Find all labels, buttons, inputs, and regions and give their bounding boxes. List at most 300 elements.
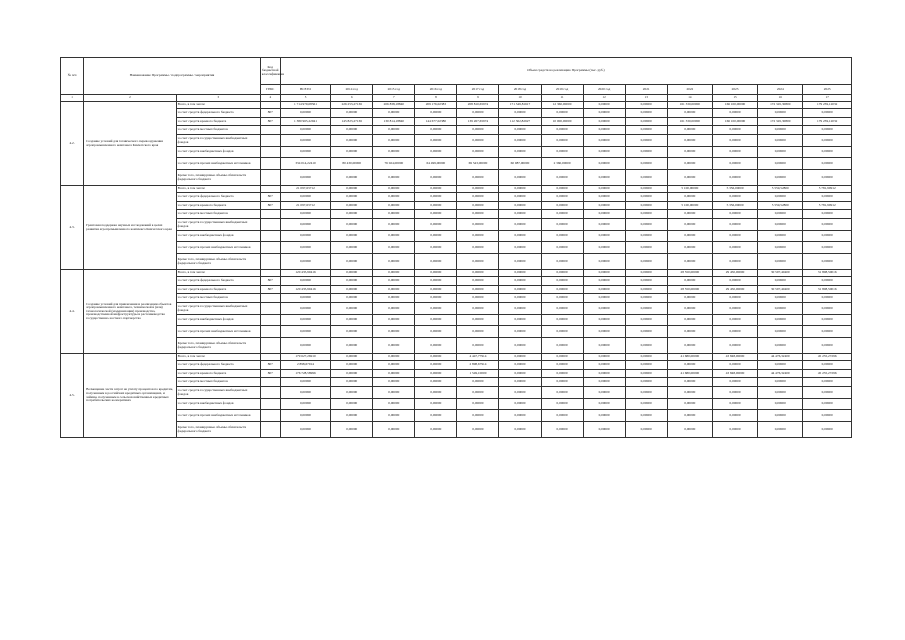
table-row <box>61 277 852 286</box>
grbs-code: 807 <box>260 202 280 210</box>
activity-number: 4.5. <box>61 354 84 438</box>
amount-cell: 0,00000 <box>541 170 583 186</box>
amount-cell: 0,00000 <box>331 338 373 354</box>
amount-cell: 0,00000 <box>457 277 499 286</box>
amount-cell: 0,00000 <box>583 338 625 354</box>
amount-cell: 0,00000 <box>499 378 541 387</box>
amount-cell: 5 781,99912 <box>803 186 852 193</box>
amount-cell: 0,00000 <box>803 277 852 286</box>
header-year: 2014 год <box>331 85 373 95</box>
amount-cell: 0,00000 <box>758 147 803 158</box>
amount-cell: 0,00000 <box>583 118 625 126</box>
funding-source: за счет средств государственных внебюджетных фондов <box>176 387 260 399</box>
amount-cell: 0,00000 <box>803 126 852 135</box>
amount-cell: 0,00000 <box>331 378 373 387</box>
amount-cell: 0,00000 <box>583 231 625 242</box>
table-row <box>61 147 852 158</box>
amount-cell: 0,00000 <box>415 202 457 210</box>
amount-cell: 45 235,27296 <box>803 370 852 378</box>
amount-cell: 0,00000 <box>331 387 373 399</box>
amount-cell: 0,00000 <box>457 210 499 219</box>
amount-cell: 0,00000 <box>331 135 373 147</box>
amount-cell: 0,00000 <box>625 102 667 109</box>
activity-number: 4.3. <box>61 186 84 270</box>
amount-cell: 0,00000 <box>583 186 625 193</box>
amount-cell: 0,00000 <box>583 254 625 270</box>
amount-cell: 0,00000 <box>583 147 625 158</box>
amount-cell: 0,00000 <box>712 126 757 135</box>
table-row <box>61 303 852 315</box>
amount-cell: 0,00000 <box>625 378 667 387</box>
grbs-code: 807 <box>260 109 280 118</box>
table-row <box>61 338 852 354</box>
amount-cell: 0,00000 <box>331 202 373 210</box>
funding-source: за счет средств внебюджетных фондов <box>176 315 260 326</box>
amount-cell: 0,00000 <box>625 193 667 202</box>
table-row <box>61 126 852 135</box>
grbs-code <box>260 254 280 270</box>
amount-cell: 0,00000 <box>541 254 583 270</box>
amount-cell: 0,00000 <box>667 193 712 202</box>
activity-name: Грантовая поддержка научных исследований в целях развития агропромышленного комплекса Камчатского края <box>84 186 177 270</box>
amount-cell: 0,00000 <box>758 378 803 387</box>
amount-cell: 0,00000 <box>667 277 712 286</box>
grbs-code <box>260 170 280 186</box>
amount-cell: 0,00000 <box>583 399 625 410</box>
amount-cell: 0,00000 <box>499 294 541 303</box>
amount-cell: 0,00000 <box>712 294 757 303</box>
amount-cell: 0,00000 <box>280 219 330 231</box>
amount-cell: 0,00000 <box>331 370 373 378</box>
amount-cell: 0,00000 <box>415 326 457 338</box>
amount-cell: 0,00000 <box>499 370 541 378</box>
amount-cell: 0,00000 <box>625 422 667 438</box>
amount-cell: 0,00000 <box>667 254 712 270</box>
amount-cell: 0,00000 <box>712 254 757 270</box>
funding-source: Кроме того, планируемые объемы обязательств федерального бюджета <box>176 422 260 438</box>
activity-name: Создание условий для привлечения и реализации объектов агропромышленного комплекса, технической и (или) технологической (модернизации) производства, производственной инфраструктуры и растениеводства государственно-частного партнерства <box>84 270 177 354</box>
funding-source: Всего, в том числе: <box>176 354 260 361</box>
amount-cell: 0,00000 <box>712 422 757 438</box>
amount-cell: 0,00000 <box>803 210 852 219</box>
amount-cell: 0,00000 <box>499 242 541 254</box>
amount-cell: 0,00000 <box>373 242 415 254</box>
table-row <box>61 399 852 410</box>
amount-cell: 0,00000 <box>712 410 757 422</box>
amount-cell: 0,00000 <box>667 126 712 135</box>
amount-cell: 0,00000 <box>625 147 667 158</box>
amount-cell: 0,00000 <box>712 277 757 286</box>
amount-cell: 0,00000 <box>625 158 667 170</box>
amount-cell: 0,00000 <box>331 315 373 326</box>
amount-cell: 0,00000 <box>625 303 667 315</box>
activity-name: Создание условий для технического перевооружения агропромышленного комплекса Камчатского края <box>84 102 177 186</box>
amount-cell: 0,00000 <box>625 326 667 338</box>
grbs-code: 807 <box>260 361 280 370</box>
amount-cell: 0,00000 <box>457 326 499 338</box>
grbs-code <box>260 303 280 315</box>
amount-cell: 0,00000 <box>625 231 667 242</box>
amount-cell: 0,00000 <box>541 361 583 370</box>
funding-source: за счет средств государственных внебюджетных фондов <box>176 219 260 231</box>
amount-cell: 0,00000 <box>803 294 852 303</box>
amount-cell: 5 356,00000 <box>712 186 757 193</box>
amount-cell: 0,00000 <box>758 210 803 219</box>
amount-cell: 0,00000 <box>758 135 803 147</box>
activity-name: Возмещение части затрат на уплату процентов по кредитам, полученным в российских кредитных организациях, и займам, полученным в сельскохозяйственных кредитных потребительских кооперативах <box>84 354 177 438</box>
header-index: 5 <box>280 95 330 102</box>
amount-cell: 0,00000 <box>280 303 330 315</box>
amount-cell: 0,00000 <box>415 109 457 118</box>
amount-cell: 31 808,50016 <box>803 270 852 277</box>
header-index: 12 <box>583 95 625 102</box>
grbs-code <box>260 354 280 361</box>
header-index: 14 <box>667 95 712 102</box>
amount-cell: 0,00000 <box>373 109 415 118</box>
header-index: 10 <box>499 95 541 102</box>
amount-cell: 0,00000 <box>803 193 852 202</box>
amount-cell: 0,00000 <box>625 361 667 370</box>
amount-cell: 0,00000 <box>373 126 415 135</box>
amount-cell: 0,00000 <box>280 326 330 338</box>
amount-cell: 0,00000 <box>667 294 712 303</box>
amount-cell: 0,00000 <box>280 109 330 118</box>
amount-cell: 0,00000 <box>667 170 712 186</box>
header-index: 1 <box>61 95 84 102</box>
amount-cell: 0,00000 <box>331 186 373 193</box>
amount-cell: 80 430,00000 <box>331 158 373 170</box>
amount-cell: 144 677,02380 <box>415 118 457 126</box>
header-year: 2022 <box>667 85 712 95</box>
amount-cell: 0,00000 <box>625 109 667 118</box>
amount-cell: 0,00000 <box>373 202 415 210</box>
header-year: 2021 <box>625 85 667 95</box>
amount-cell: 172 345,30800 <box>758 118 803 126</box>
grbs-code <box>260 338 280 354</box>
amount-cell: 0,00000 <box>583 242 625 254</box>
funding-source: за счет средств государственных внебюджетных фондов <box>176 135 260 147</box>
funding-source: за счет средств внебюджетных фондов <box>176 147 260 158</box>
amount-cell: 0,00000 <box>803 254 852 270</box>
amount-cell: 5 356,00000 <box>712 202 757 210</box>
amount-cell: 0,00000 <box>415 147 457 158</box>
amount-cell: 0,00000 <box>803 135 852 147</box>
amount-cell: 0,00000 <box>499 186 541 193</box>
amount-cell: 0,00000 <box>457 422 499 438</box>
grbs-code <box>260 147 280 158</box>
amount-cell: 0,00000 <box>541 354 583 361</box>
grbs-code: 807 <box>260 118 280 126</box>
amount-cell: 0,00000 <box>712 219 757 231</box>
grbs-code <box>260 126 280 135</box>
header-index: 3 <box>176 95 260 102</box>
amount-cell: 0,00000 <box>373 231 415 242</box>
amount-cell: 0,00000 <box>583 286 625 294</box>
amount-cell: 0,00000 <box>625 354 667 361</box>
amount-cell: 0,00000 <box>415 410 457 422</box>
funding-source: за счет средств внебюджетных фондов <box>176 231 260 242</box>
amount-cell: 0,00000 <box>758 399 803 410</box>
amount-cell: 0,00000 <box>415 135 457 147</box>
amount-cell: 0,00000 <box>331 354 373 361</box>
amount-cell: 0,00000 <box>758 422 803 438</box>
amount-cell: 0,00000 <box>667 303 712 315</box>
amount-cell: 0,00000 <box>667 158 712 170</box>
table-row <box>61 193 852 202</box>
grbs-code: 807 <box>260 286 280 294</box>
amount-cell: 0,00000 <box>373 370 415 378</box>
grbs-code <box>260 410 280 422</box>
amount-cell: 0,00000 <box>541 338 583 354</box>
amount-cell: 0,00000 <box>280 294 330 303</box>
amount-cell: 0,00000 <box>499 254 541 270</box>
header-grbs: ГРБС <box>260 85 280 95</box>
amount-cell: 0,00000 <box>499 202 541 210</box>
header-year: 2018 год <box>499 85 541 95</box>
amount-cell: 0,00000 <box>457 126 499 135</box>
amount-cell: 0,00000 <box>373 277 415 286</box>
amount-cell: 43 848,00000 <box>712 354 757 361</box>
grbs-code <box>260 399 280 410</box>
amount-cell: 166 100,00000 <box>712 102 757 109</box>
amount-cell: 0,00000 <box>499 354 541 361</box>
amount-cell: 0,00000 <box>541 135 583 147</box>
amount-cell: 0,00000 <box>541 294 583 303</box>
amount-cell: 0,00000 <box>331 210 373 219</box>
amount-cell: 0,00000 <box>803 231 852 242</box>
amount-cell: 0,00000 <box>583 270 625 277</box>
header-year: 2025 <box>803 85 852 95</box>
amount-cell: 0,00000 <box>803 147 852 158</box>
amount-cell: 29 450,00000 <box>712 286 757 294</box>
amount-cell: 0,00000 <box>415 303 457 315</box>
budget-table <box>60 57 852 438</box>
amount-cell: 0,00000 <box>625 270 667 277</box>
amount-cell: 0,00000 <box>457 286 499 294</box>
amount-cell: 0,00000 <box>457 387 499 399</box>
table-row <box>61 109 852 118</box>
amount-cell: 28 550,00000 <box>667 286 712 294</box>
amount-cell: 0,00000 <box>415 387 457 399</box>
grbs-code <box>260 102 280 109</box>
amount-cell: 0,00000 <box>712 387 757 399</box>
amount-cell: 0,00000 <box>583 126 625 135</box>
funding-source: за счет средств государственных внебюджетных фондов <box>176 303 260 315</box>
amount-cell: 0,00000 <box>331 109 373 118</box>
table-row <box>61 254 852 270</box>
amount-cell: 0,00000 <box>457 170 499 186</box>
amount-cell: 0,00000 <box>457 147 499 158</box>
amount-cell: 0,00000 <box>541 277 583 286</box>
amount-cell: 0,00000 <box>499 270 541 277</box>
funding-source: за счет средств федерального бюджета <box>176 109 260 118</box>
grbs-code <box>260 210 280 219</box>
grbs-code: 807 <box>260 370 280 378</box>
amount-cell: 0,00000 <box>803 361 852 370</box>
funding-source: за счет средств местных бюджетов <box>176 378 260 387</box>
amount-cell: 0,00000 <box>373 326 415 338</box>
amount-cell: 334 014,22410 <box>280 158 330 170</box>
amount-cell: 0,00000 <box>499 361 541 370</box>
amount-cell: 0,00000 <box>280 147 330 158</box>
amount-cell: 0,00000 <box>625 338 667 354</box>
amount-cell: 0,00000 <box>373 170 415 186</box>
header-index: 11 <box>541 95 583 102</box>
amount-cell: 0,00000 <box>583 219 625 231</box>
amount-cell: 0,00000 <box>499 126 541 135</box>
amount-cell: 0,00000 <box>758 109 803 118</box>
amount-cell: 0,00000 <box>541 410 583 422</box>
amount-cell: 0,00000 <box>712 338 757 354</box>
amount-cell: 2 360,00000 <box>541 158 583 170</box>
amount-cell: 171 349,81617 <box>499 102 541 109</box>
amount-cell: 0,00000 <box>331 303 373 315</box>
amount-cell: 0,00000 <box>625 170 667 186</box>
amount-cell: 0,00000 <box>280 126 330 135</box>
amount-cell: 0,00000 <box>803 109 852 118</box>
amount-cell: 0,00000 <box>758 158 803 170</box>
amount-cell: 0,00000 <box>583 170 625 186</box>
amount-cell: 0,00000 <box>758 338 803 354</box>
amount-cell: 2 898,67914 <box>280 361 330 370</box>
amount-cell: 0,00000 <box>280 378 330 387</box>
table-row <box>61 231 852 242</box>
amount-cell: 145 823,27136 <box>331 118 373 126</box>
amount-cell: 0,00000 <box>415 277 457 286</box>
amount-cell: 0,00000 <box>499 109 541 118</box>
amount-cell: 0,00000 <box>541 387 583 399</box>
amount-cell: 0,00000 <box>415 242 457 254</box>
amount-cell: 0,00000 <box>457 202 499 210</box>
amount-cell: 0,00000 <box>667 387 712 399</box>
grbs-code <box>260 387 280 399</box>
header-year: 2017 год <box>457 85 499 95</box>
amount-cell: 1 549,10000 <box>457 370 499 378</box>
funding-source: за счет средств краевого бюджета <box>176 202 260 210</box>
amount-cell: 0,00000 <box>280 135 330 147</box>
grbs-code: 807 <box>260 193 280 202</box>
amount-cell: 0,00000 <box>373 361 415 370</box>
amount-cell: 0,00000 <box>499 210 541 219</box>
funding-source: за счет средств местных бюджетов <box>176 210 260 219</box>
amount-cell: 0,00000 <box>803 315 852 326</box>
amount-cell: 0,00000 <box>625 210 667 219</box>
amount-cell: 0,00000 <box>712 315 757 326</box>
amount-cell: 0,00000 <box>499 147 541 158</box>
grbs-code <box>260 315 280 326</box>
amount-cell: 0,00000 <box>583 361 625 370</box>
amount-cell: 0,00000 <box>373 147 415 158</box>
amount-cell: 0,00000 <box>758 170 803 186</box>
amount-cell: 69 543,00000 <box>457 158 499 170</box>
amount-cell: 0,00000 <box>280 422 330 438</box>
amount-cell: 0,00000 <box>667 338 712 354</box>
amount-cell: 0,00000 <box>541 126 583 135</box>
amount-cell: 0,00000 <box>803 422 852 438</box>
amount-cell: 0,00000 <box>499 422 541 438</box>
amount-cell: 10 000,00000 <box>541 118 583 126</box>
amount-cell: 0,00000 <box>415 422 457 438</box>
funding-source: Кроме того, планируемые объемы обязательств федерального бюджета <box>176 170 260 186</box>
amount-cell: 0,00000 <box>583 315 625 326</box>
amount-cell: 120 435,90416 <box>280 270 330 277</box>
amount-cell: 0,00000 <box>625 254 667 270</box>
amount-cell: 0,00000 <box>499 399 541 410</box>
amount-cell: 0,00000 <box>541 399 583 410</box>
amount-cell: 166 100,00000 <box>712 118 757 126</box>
amount-cell: 0,00000 <box>712 109 757 118</box>
amount-cell: 0,00000 <box>541 109 583 118</box>
amount-cell: 0,00000 <box>583 158 625 170</box>
grbs-code <box>260 231 280 242</box>
amount-cell: 0,00000 <box>541 303 583 315</box>
amount-cell: 0,00000 <box>499 135 541 147</box>
amount-cell: 0,00000 <box>667 410 712 422</box>
amount-cell: 0,00000 <box>625 410 667 422</box>
amount-cell: 0,00000 <box>280 170 330 186</box>
amount-cell: 0,00000 <box>415 370 457 378</box>
amount-cell: 0,00000 <box>280 210 330 219</box>
header-index: 9 <box>457 95 499 102</box>
amount-cell: 0,00000 <box>373 270 415 277</box>
amount-cell: 0,00000 <box>457 378 499 387</box>
grbs-code: 807 <box>260 277 280 286</box>
amount-cell: 0,00000 <box>280 242 330 254</box>
amount-cell: 0,00000 <box>415 354 457 361</box>
amount-cell: 172 345,30800 <box>758 102 803 109</box>
amount-cell: 0,00000 <box>625 294 667 303</box>
amount-cell: 0,00000 <box>583 410 625 422</box>
amount-cell: 0,00000 <box>373 135 415 147</box>
amount-cell: 0,00000 <box>373 286 415 294</box>
amount-cell: 0,00000 <box>331 270 373 277</box>
amount-cell: 0,00000 <box>373 315 415 326</box>
amount-cell: 76 024,00000 <box>373 158 415 170</box>
amount-cell: 0,00000 <box>280 254 330 270</box>
amount-cell: 0,00000 <box>415 378 457 387</box>
amount-cell: 0,00000 <box>373 254 415 270</box>
amount-cell: 0,00000 <box>803 303 852 315</box>
amount-cell: 0,00000 <box>415 126 457 135</box>
amount-cell: 0,00000 <box>331 193 373 202</box>
table-row <box>61 170 852 186</box>
grbs-code <box>260 378 280 387</box>
amount-cell: 0,00000 <box>499 303 541 315</box>
amount-cell: 0,00000 <box>583 102 625 109</box>
amount-cell: 0,00000 <box>583 202 625 210</box>
amount-cell: 41 680,00000 <box>667 370 712 378</box>
amount-cell: 0,00000 <box>803 378 852 387</box>
header-year: ВСЕГО <box>280 85 330 95</box>
amount-cell: 0,00000 <box>803 170 852 186</box>
amount-cell: 0,00000 <box>373 399 415 410</box>
amount-cell: 0,00000 <box>499 277 541 286</box>
header-year: 2016 год <box>415 85 457 95</box>
amount-cell: 0,00000 <box>457 315 499 326</box>
funding-source: за счет средств федерального бюджета <box>176 277 260 286</box>
amount-cell: 209 176,02383 <box>415 102 457 109</box>
amount-cell: 4 447,77914 <box>457 354 499 361</box>
amount-cell: 0,00000 <box>331 277 373 286</box>
amount-cell: 0,00000 <box>625 202 667 210</box>
amount-cell: 176 728,58996 <box>280 370 330 378</box>
amount-cell: 44 476,32400 <box>758 354 803 361</box>
amount-cell: 0,00000 <box>331 231 373 242</box>
funding-source: Всего, в том числе: <box>176 102 260 109</box>
amount-cell: 0,00000 <box>758 387 803 399</box>
header-year: 2019 год <box>541 85 583 95</box>
amount-cell: 0,00000 <box>415 170 457 186</box>
